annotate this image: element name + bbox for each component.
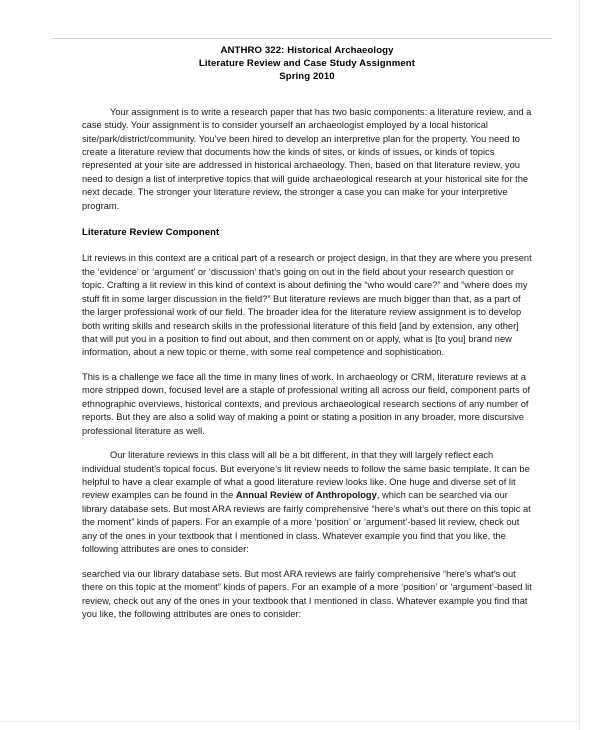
paragraph-class-reviews [82, 449, 532, 557]
paragraph-challenge: This is a challenge we face all the time in many lines of work. In archaeology or CRM, literature reviews at a more stripped down, focused level are a staple of professional writing all across our field, component parts of ethnographic overviews, historical contexts, and previous archaeological research sections of any number of reports. But they are also a solid way of making a point or stating a position in any broader, more discursive professional literature as well. [82, 371, 531, 436]
paragraph-class-reviews-part-1: Our literature reviews in this class will all be a bit different, in that they will largely reflect each individual student’s topical focus. But everyone’s lit review needs to follow the same basic template. It can be helpful to have a clear example of what a good literature review looks like. One huge and diverse set of lit review examples can be found in the [82, 450, 530, 501]
spacer-after-title [82, 84, 532, 106]
spacer-between-paragraph-2-3 [82, 438, 532, 449]
paragraph-repeated-tail: searched via our library database sets. But most ARA reviews are fairly comprehensive “here’s what’s out there on this topic at the moment” kinds of papers. For an example of a more ‘position’ or ‘argument’-based lit review, check out any of the ones in your textbook that I mentioned in class. Whatever example you find that you like, the following attributes are ones to consider: [82, 568, 532, 620]
document-title-line-3: Spring 2010 [279, 71, 335, 83]
spacer-between-paragraph-3-4 [82, 557, 532, 568]
spacer-after-section-heading [82, 239, 532, 252]
intro-paragraph [82, 106, 532, 214]
paragraph-class-reviews-part-2: , which can be searched via our library database sets. But most ARA reviews are fairly comprehensive “here’s what’s out there on this topic at the moment” kinds of papers. For an example of a more ‘position’ or ‘argument’-based lit review, check out any of the ones in your textbook that I mentioned in class. Whatever example you find that you like, the following attributes are ones to consider: [82, 490, 531, 555]
document-title-line-1: ANTHRO 322: Historical Archaeology [220, 45, 394, 56]
paragraph-lit-reviews-context: Lit reviews in this context are a critical part of a research or project design, in that they are where you present the ‘evidence’ or ‘argument’ or ‘discussion’ that’s going on out in the field about your research question or topic. Crafting a lit review in this kind of context is about defining the “who would care?” and “where does my stuff fit in some larger discussion in the field?” But literature reviews are much bigger than that, as a part of the larger professional work of our field. The broader idea for the literature review assignment is to develop both writing skills and research skills in the professional literature of this field [and by extension, any other] that will put you in a position to find out about, and then comment on or apply, what is [to you] brand new information, about a new topic or theme, with some real competence and sophistication. [82, 253, 532, 358]
page-edge-bottom-divider [0, 721, 580, 722]
document-content [82, 44, 532, 622]
page-edge-right-divider [579, 0, 580, 730]
spacer-before-section-heading [82, 213, 532, 226]
document-title-block [82, 44, 532, 84]
intro-paragraph-text: Your assignment is to write a research paper that has two basic components: a literature review, and a case study. Your assignment is to consider yourself an archaeologist employed by a local historical site/park/district/community. You’ve been hired to develop an interpretive plan for the property. You need to create a literature review that documents how the kinds of sites, or kinds of issues, or kinds of topics represented at your site are addressed in historical archaeology. Then, based on that literature review, you need to design a list of interpretive topics that will guide archaeological research at your historical site for the next decade. The stronger your literature review, the stronger a case you can make for your interpretive program. [82, 106, 532, 211]
spacer-between-paragraph-1-2 [82, 360, 532, 371]
journal-title-annual-review-of-anthropology: Annual Review of Anthropology [235, 490, 377, 501]
section-heading-literature-review: Literature Review Component [82, 227, 220, 239]
document-title-line-2: Literature Review and Case Study Assignment [198, 58, 416, 70]
header-horizontal-rule [52, 38, 552, 39]
